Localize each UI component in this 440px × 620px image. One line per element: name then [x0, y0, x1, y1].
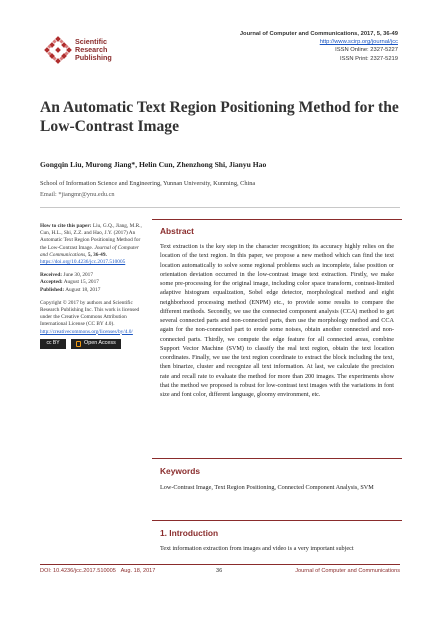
abstract-text: Text extraction is the key step in the character recognition; its accuracy highly relies on the location of the text region. In this paper, we propose a new method which can find the text location automatically to solve some regional problems such as incomplete, false position or orientation deviation occurred in the low-contrast image text extraction. Firstly, we make some pre-processing for the original image, including color space transform, contrast-limited adaptive histogram equalization, Sobel edge detector, morphological method and eight neighborhood processing method (ENPM) etc., to provide some results to compare the different methods. Secondly, we use the connected component analysis (CCA) method to get several connected parts and non-connected parts, then use the morphology method and CCA again for the non-connected part to erode some noises, obtain another connected and non-connected parts. Thirdly, we compute the edge feature for all connected areas, combine Support Vector Machine (SVM) to classify the real text region, obtain the text location coordinates. Finally, we use the text region coordinate to extract the block including the text, then binarize, cluster and recognize all text information. At last, we calculate the precision rate and recall rate to evaluate the method for more than 200 images. The experiments show that the method we proposed is robust for low-contrast text images with the variations in font size and font color, different language, gloomy environment, etc.: [160, 243, 394, 398]
paper-email[interactable]: Email: *jiangmr@ynu.edu.cn: [40, 191, 115, 198]
cc-by-badge-label: cc BY: [46, 340, 60, 347]
footer-doi[interactable]: DOI: 10.4236/jcc.2017.510005: [40, 568, 116, 574]
journal-citation: Journal of Computer and Communications, 2017, 5, 36-49: [239, 31, 398, 37]
issn-print: ISSN Print: 2327-5219: [339, 55, 398, 62]
logo-line-2: Research: [75, 45, 108, 55]
introduction-text: Text information extraction from images and video is a very important subject: [160, 545, 354, 552]
journal-info: [240, 30, 398, 63]
open-access-badge[interactable]: [71, 339, 121, 349]
logo-line-1: Scientific: [75, 37, 107, 46]
published-label: Published:: [40, 286, 65, 293]
logo-wordmark: [75, 38, 112, 63]
published-date: August 18, 2017: [65, 286, 101, 293]
keywords-text: Low-Contrast Image, Text Region Positioning, Connected Component Analysis, SVM: [160, 484, 374, 491]
journal-url-link[interactable]: http://www.scirp.org/journal/jcc: [319, 39, 398, 46]
citation-sidebar: [40, 223, 144, 355]
cite-doi-link[interactable]: https://doi.org/10.4236/jcc.2017.510005: [40, 259, 126, 266]
cite-block: [40, 223, 144, 266]
copyright-text: Copyright © 2017 by authors and Scientific Research Publishing Inc. This work is licensed under the Creative Commons Attribution International License (CC BY 4.0).: [40, 299, 140, 328]
cite-label: How to cite this paper:: [40, 223, 92, 229]
keywords-section: [152, 458, 402, 510]
abstract-heading: Abstract: [160, 226, 194, 236]
license-badges: [40, 339, 144, 349]
issn-online: ISSN Online: 2327-5227: [335, 47, 398, 54]
cc-by-badge[interactable]: [40, 339, 66, 349]
open-lock-icon: [76, 341, 81, 347]
introduction-heading: 1. Introduction: [160, 528, 219, 538]
footer-doi-date: [40, 568, 155, 574]
cite-journal: Journal of Computer and Communications,: [40, 244, 139, 258]
license-link[interactable]: http://creativecommons.org/licenses/by/4.0/: [40, 328, 133, 335]
footer-divider: [40, 564, 400, 565]
open-access-label: Open Access: [84, 340, 116, 347]
logo-line-3: Publishing: [75, 53, 112, 63]
copyright-block: [40, 300, 144, 349]
scirp-logo-icon: [44, 36, 72, 64]
cite-volume: 5, 36-49.: [87, 251, 107, 258]
publisher-logo[interactable]: [44, 36, 154, 66]
abstract-section: [152, 219, 402, 459]
accepted-label: Accepted:: [40, 279, 63, 286]
paper-affiliation: School of Information Science and Engineering, Yunnan University, Kunming, China: [40, 180, 256, 187]
received-label: Received:: [40, 272, 63, 279]
cite-body: Liu, G.Q., Jiang, M.R., Cun, H.L., Shi, Z.Z. and Hao, J.Y. (2017) An Automatic Text Region Positioning Method for the Low-Contrast Image.: [40, 223, 142, 251]
paper-title: An Automatic Text Region Positioning Method for the Low-Contrast Image: [40, 99, 399, 135]
header-divider: [40, 207, 400, 208]
footer-journal: Journal of Computer and Communications: [295, 568, 400, 574]
keywords-heading: Keywords: [160, 466, 201, 476]
footer-page-number: 36: [216, 568, 223, 574]
dates-block: [40, 272, 144, 294]
introduction-section: [152, 520, 402, 540]
received-date: June 30, 2017: [63, 272, 93, 279]
footer-date: Aug. 18, 2017: [120, 568, 156, 574]
paper-authors: Gongqin Liu, Murong Jiang*, Helin Cun, Zhenzhong Shi, Jianyu Hao: [40, 160, 267, 169]
accepted-date: August 15, 2017: [63, 279, 99, 286]
